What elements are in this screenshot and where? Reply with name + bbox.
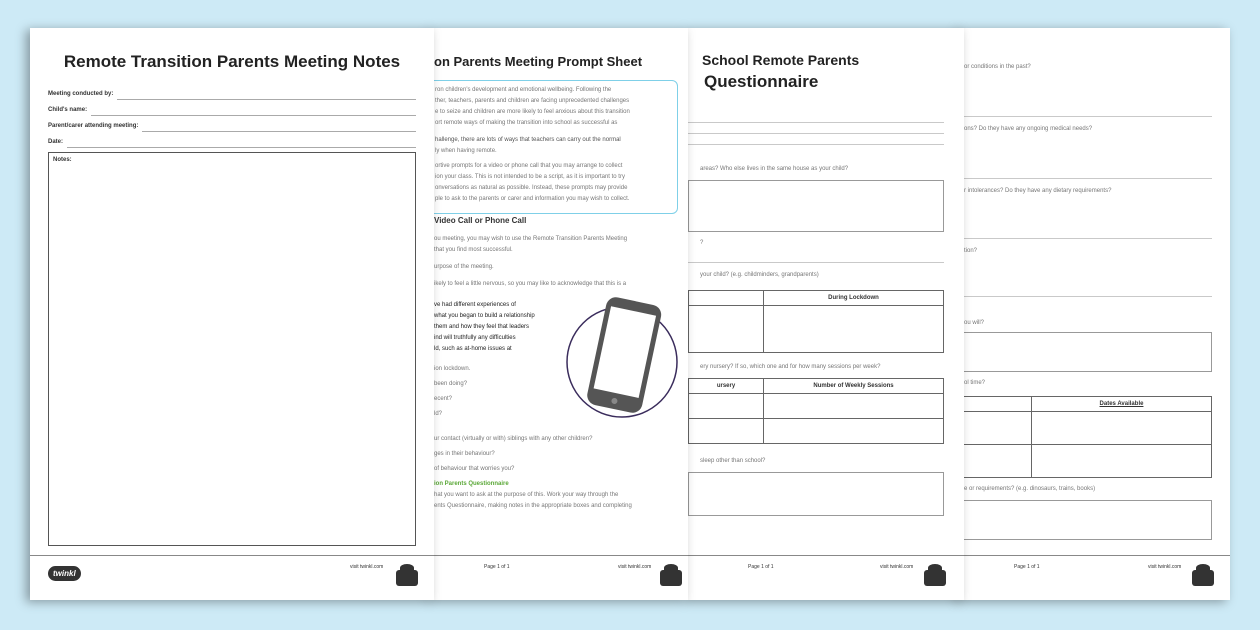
question-line: been doing? xyxy=(434,381,468,387)
footer-url: visit twinkl.com xyxy=(880,564,914,570)
body-line: urpose of the meeting. xyxy=(434,264,494,270)
field-line[interactable] xyxy=(67,139,416,148)
sheet-questionnaire-page2 xyxy=(960,28,1230,600)
answer-line[interactable] xyxy=(688,123,944,134)
graduation-cap-icon xyxy=(396,570,418,586)
p2-q5: ou will? xyxy=(964,320,985,326)
table-cell[interactable] xyxy=(1032,412,1212,445)
intro-line: ort remote ways of making the transition into school as successful as xyxy=(435,120,618,126)
field-label-parent: Parent/carer attending meeting: xyxy=(48,123,139,129)
footer-page: Page 1 of 1 xyxy=(1014,564,1040,570)
sheet3-title-line1: School Remote Parents xyxy=(702,52,860,68)
q3: ery nursery? If so, which one and for how many sessions per week? xyxy=(700,364,881,370)
table-dates xyxy=(960,396,1212,478)
table-cell[interactable] xyxy=(764,419,944,444)
bullet-line: ld, such as at-home issues at xyxy=(434,346,512,352)
p2-q4: tion? xyxy=(964,248,978,254)
question-line: ion lockdown. xyxy=(434,366,471,372)
sheet-questionnaire xyxy=(688,28,964,600)
table-head: During Lockdown xyxy=(764,291,944,306)
notes-label: Notes: xyxy=(53,157,72,163)
sheet2-questions xyxy=(434,364,678,512)
question-line: ur contact (virtually or with) siblings with any other children? xyxy=(434,436,593,442)
q1: areas? Who else lives in the same house as your child? xyxy=(700,166,849,172)
question-line: of behaviour that worries you? xyxy=(434,466,515,472)
question-line: ld? xyxy=(434,411,443,417)
field-line[interactable] xyxy=(117,91,416,100)
field-label-conducted: Meeting conducted by: xyxy=(48,91,114,97)
answer-box[interactable] xyxy=(688,472,944,516)
footer-page: Page 1 of 1 xyxy=(484,564,510,570)
answer-box[interactable] xyxy=(960,332,1212,372)
q2: your child? (e.g. childminders, grandparents) xyxy=(700,272,819,278)
green-link[interactable]: ion Parents Questionnaire xyxy=(434,481,509,487)
table-nursery xyxy=(688,378,944,444)
field-label-child: Child's name: xyxy=(48,107,88,113)
answer-line[interactable] xyxy=(688,112,944,123)
answer-box[interactable] xyxy=(688,180,944,232)
graduation-cap-icon xyxy=(660,570,682,586)
answer-line[interactable] xyxy=(688,134,944,145)
table-head: ursery xyxy=(689,379,764,394)
intro-line: ple to ask to the parents or carer and information you may wish to collect. xyxy=(435,196,630,202)
table-cell[interactable] xyxy=(961,445,1032,478)
graduation-cap-icon xyxy=(924,570,946,586)
p2-q2: ons? Do they have any ongoing medical needs? xyxy=(964,126,1093,132)
footer-url: visit twinkl.com xyxy=(618,564,652,570)
sheet4-footer xyxy=(960,555,1230,600)
sheet-prompt xyxy=(432,28,688,600)
table-lockdown xyxy=(688,290,944,353)
answer-line[interactable] xyxy=(960,286,1212,297)
field-label-date: Date: xyxy=(48,139,64,145)
q2-dot: ? xyxy=(700,240,704,246)
p2-q1: or conditions in the past? xyxy=(964,64,1031,70)
question-line: ecent? xyxy=(434,396,453,402)
body-line: ou meeting, you may wish to use the Remote Transition Parents Meeting xyxy=(434,236,628,242)
intro-line: ther, teachers, parents and children are facing unprecedented challenges xyxy=(435,98,630,104)
table-cell[interactable] xyxy=(764,394,944,419)
footer-url: visit twinkl.com xyxy=(1148,564,1182,570)
p2-q7: e or requirements? (e.g. dinosaurs, trains, books) xyxy=(964,486,1096,492)
notes-box[interactable] xyxy=(48,152,416,546)
intro-line: e to seize and children are more likely to feel anxious about this transition xyxy=(435,109,630,115)
body-line: ikely to feel a little nervous, so you may like to acknowledge that this is a xyxy=(434,281,627,287)
answer-line[interactable] xyxy=(688,252,944,263)
q4: sleep other than school? xyxy=(700,458,766,464)
bullet-line: them and how they feel that leaders xyxy=(434,324,530,330)
question-line: ges in their behaviour? xyxy=(434,451,495,457)
table-cell[interactable] xyxy=(1032,445,1212,478)
table-cell[interactable] xyxy=(689,419,764,444)
sheet3-title-line2: Questionnaire xyxy=(704,72,819,91)
sheet2-title: on Parents Meeting Prompt Sheet xyxy=(434,54,643,69)
sheet1-fields xyxy=(48,84,416,148)
answer-line[interactable] xyxy=(960,168,1212,179)
bullet-line: ve had different experiences of xyxy=(434,302,516,308)
sheet1-footer xyxy=(30,555,434,600)
table-cell[interactable] xyxy=(764,306,944,353)
sheet2-bullets xyxy=(434,300,566,355)
table-cell[interactable] xyxy=(961,412,1032,445)
intro-line: hallenge, there are lots of ways that teachers can carry out the normal xyxy=(435,137,621,143)
intro-line: ly when having remote. xyxy=(435,148,497,154)
footer-url: visit twinkl.com xyxy=(350,564,384,570)
sheet-meeting-notes xyxy=(30,28,434,600)
sheet2-heading: Video Call or Phone Call xyxy=(434,216,527,225)
bullet-line: ind will truthfully any difficulties xyxy=(434,335,516,341)
intro-line: ortive prompts for a video or phone call that you may arrange to collect xyxy=(435,163,623,169)
answer-line[interactable] xyxy=(960,106,1212,117)
sheet2-body xyxy=(434,234,678,290)
graduation-cap-icon xyxy=(1192,570,1214,586)
sheet3-lines xyxy=(688,112,944,145)
closing-line: ents Questionnaire, making notes in the appropriate boxes and completing xyxy=(434,503,632,509)
table-head: Number of Weekly Sessions xyxy=(764,379,944,394)
field-line[interactable] xyxy=(142,123,416,132)
p2-q6: ol time? xyxy=(964,380,986,386)
sheet1-title: Remote Transition Parents Meeting Notes xyxy=(63,52,401,71)
intro-line: onversations as natural as possible. Instead, these prompts may provide xyxy=(435,185,628,191)
p2-q3: r intolerances? Do they have any dietary requirements? xyxy=(964,188,1112,194)
intro-box xyxy=(432,80,678,214)
twinkl-logo: twinkl xyxy=(48,566,81,581)
answer-line[interactable] xyxy=(960,228,1212,239)
closing-line: hat you want to ask at the purpose of this. Work your way through the xyxy=(434,492,619,498)
table-cell[interactable] xyxy=(689,306,764,353)
bullet-line: what you began to build a relationship xyxy=(434,313,535,319)
table-head: Dates Available xyxy=(1032,397,1212,412)
sheet3-footer xyxy=(688,555,964,600)
table-cell[interactable] xyxy=(689,394,764,419)
intro-line: ron children's development and emotional wellbeing. Following the xyxy=(435,87,612,93)
intro-line: ion your class. This is not intended to be a script, as it is important to try xyxy=(435,174,625,180)
answer-box[interactable] xyxy=(960,500,1212,540)
body-line: that you find most successful. xyxy=(434,247,513,253)
footer-page: Page 1 of 1 xyxy=(748,564,774,570)
sheet2-footer xyxy=(432,555,688,600)
field-line[interactable] xyxy=(91,107,416,116)
